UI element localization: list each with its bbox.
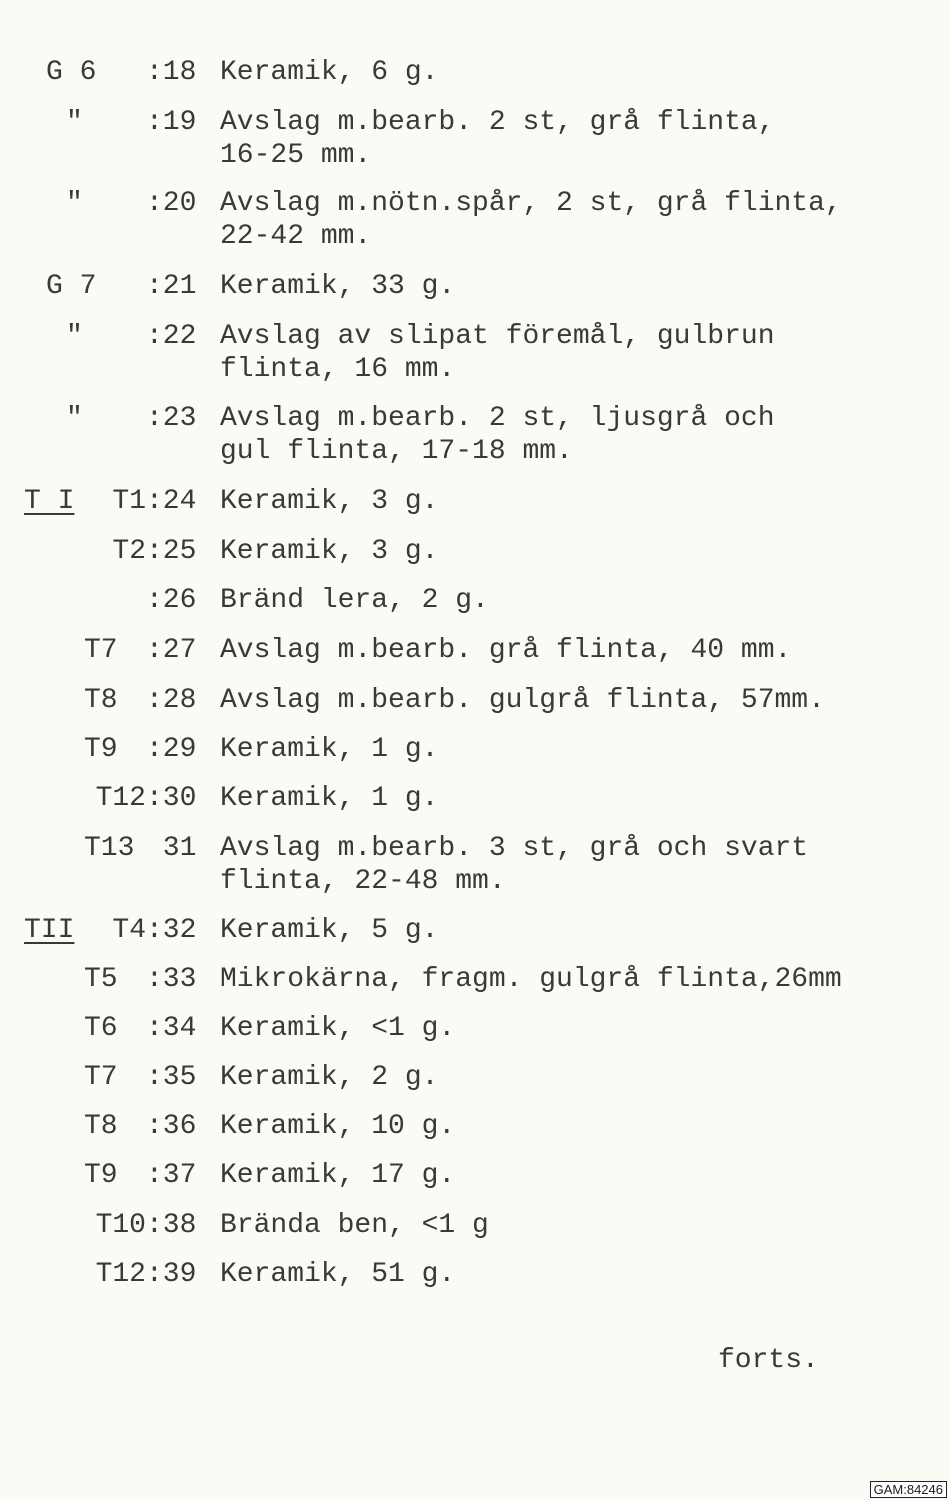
find-number: 31	[146, 833, 197, 864]
find-number: :35	[146, 1062, 197, 1093]
ditto-mark: "	[66, 321, 83, 352]
catalog-row	[0, 402, 775, 436]
find-number: :26	[146, 585, 197, 616]
catalog-row	[0, 832, 809, 866]
catalog-row-continuation	[0, 353, 456, 387]
find-number: :29	[146, 734, 197, 765]
archive-id-stamp: GAM:84246	[870, 1481, 947, 1498]
find-description: Mikrokärna, fragm. gulgrå flinta,26mm	[220, 964, 842, 995]
find-number: :24	[146, 486, 197, 517]
group-label: G 6	[46, 57, 97, 88]
find-description: Brända ben, <1 g	[220, 1210, 489, 1241]
trench-label: T8	[84, 685, 118, 716]
find-number: :38	[146, 1210, 197, 1241]
find-description-cont: gul flinta, 17-18 mm.	[220, 436, 573, 467]
find-description: Avslag m.bearb. 3 st, grå och svart	[220, 833, 809, 864]
find-number: :18	[146, 57, 197, 88]
trench-label: T1	[112, 486, 146, 517]
find-description: Keramik, 2 g.	[220, 1062, 439, 1093]
trench-label: T13	[84, 833, 135, 864]
catalog-row	[0, 782, 439, 816]
catalog-row	[0, 485, 439, 519]
trench-label: T5	[84, 964, 118, 995]
find-description: Avslag m.bearb. grå flinta, 40 mm.	[220, 635, 792, 666]
find-description: Avslag m.bearb. 2 st, ljusgrå och	[220, 403, 775, 434]
find-number: :19	[146, 107, 197, 138]
find-description: Keramik, 1 g.	[220, 734, 439, 765]
find-number: :33	[146, 964, 197, 995]
find-number: :30	[146, 783, 197, 814]
find-number: :23	[146, 403, 197, 434]
catalog-row	[0, 1061, 439, 1095]
find-description: Keramik, 51 g.	[220, 1259, 456, 1290]
find-number: :22	[146, 321, 197, 352]
group-label: TII	[24, 915, 75, 946]
catalog-row	[0, 963, 842, 997]
catalog-row	[0, 270, 456, 304]
catalog-row	[0, 1258, 456, 1292]
trench-label: T6	[84, 1013, 118, 1044]
catalog-row	[0, 535, 439, 569]
find-number: :28	[146, 685, 197, 716]
trench-label: T9	[84, 1160, 118, 1191]
find-description: Keramik, 10 g.	[220, 1111, 456, 1142]
find-description-cont: flinta, 16 mm.	[220, 354, 456, 385]
catalog-row	[0, 320, 775, 354]
ditto-mark: "	[66, 107, 83, 138]
ditto-mark: "	[66, 188, 83, 219]
find-number: :34	[146, 1013, 197, 1044]
trench-label: T2	[112, 536, 146, 567]
catalog-row	[0, 187, 842, 221]
find-number: :25	[146, 536, 197, 567]
trench-label: T12	[95, 1259, 146, 1290]
trench-label: T7	[84, 635, 118, 666]
group-label: G 7	[46, 271, 97, 302]
find-description: Keramik, 3 g.	[220, 486, 439, 517]
catalog-row	[0, 684, 825, 718]
find-description-cont: 16-25 mm.	[220, 140, 372, 171]
find-description: Keramik, 1 g.	[220, 783, 439, 814]
find-description-cont: 22-42 mm.	[220, 221, 372, 252]
catalog-row	[0, 106, 775, 140]
find-number: :32	[146, 915, 197, 946]
catalog-row-continuation	[0, 220, 372, 254]
catalog-row	[0, 1209, 489, 1243]
find-number: :27	[146, 635, 197, 666]
catalog-row	[0, 914, 439, 948]
find-description: Keramik, <1 g.	[220, 1013, 456, 1044]
find-description: Avslag m.bearb. gulgrå flinta, 57mm.	[220, 685, 825, 716]
trench-label: T9	[84, 734, 118, 765]
find-number: :36	[146, 1111, 197, 1142]
trench-label: T12	[95, 783, 146, 814]
find-description: Avslag m.nötn.spår, 2 st, grå flinta,	[220, 188, 842, 219]
find-description: Avslag av slipat föremål, gulbrun	[220, 321, 775, 352]
catalog-row-continuation	[0, 435, 573, 469]
continued-note: forts.	[718, 1345, 819, 1376]
find-number: :21	[146, 271, 197, 302]
find-description-cont: flinta, 22-48 mm.	[220, 866, 506, 897]
trench-label: T7	[84, 1062, 118, 1093]
trench-label: T10	[95, 1210, 146, 1241]
find-description: Keramik, 33 g.	[220, 271, 456, 302]
catalog-row-continuation	[0, 139, 372, 173]
group-label: T I	[24, 486, 75, 517]
find-description: Bränd lera, 2 g.	[220, 585, 489, 616]
ditto-mark: "	[66, 403, 83, 434]
find-description: Keramik, 6 g.	[220, 57, 439, 88]
find-description: Keramik, 3 g.	[220, 536, 439, 567]
catalog-row	[0, 584, 489, 618]
find-number: :39	[146, 1259, 197, 1290]
find-description: Keramik, 17 g.	[220, 1160, 456, 1191]
catalog-row-continuation	[0, 865, 506, 899]
catalog-row	[0, 1012, 456, 1046]
trench-label: T4	[112, 915, 146, 946]
catalog-row	[0, 1159, 456, 1193]
catalog-row	[0, 56, 439, 90]
catalog-row	[0, 733, 439, 767]
catalog-row	[0, 634, 792, 668]
catalog-row	[0, 1110, 456, 1144]
find-description: Keramik, 5 g.	[220, 915, 439, 946]
find-number: :37	[146, 1160, 197, 1191]
find-number: :20	[146, 188, 197, 219]
trench-label: T8	[84, 1111, 118, 1142]
find-description: Avslag m.bearb. 2 st, grå flinta,	[220, 107, 775, 138]
